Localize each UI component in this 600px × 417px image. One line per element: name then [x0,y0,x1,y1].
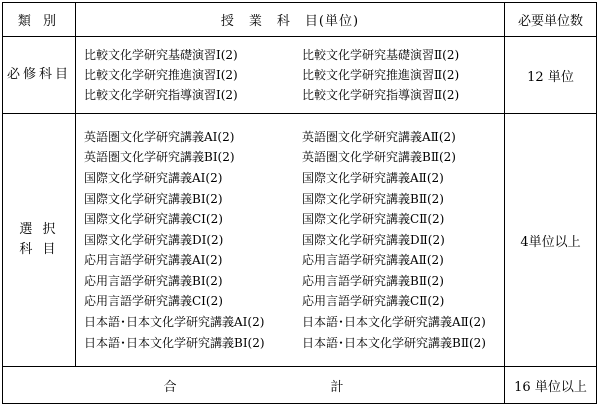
total-row [3,367,597,404]
course-item: 日本語･日本文化学研究講義BⅡ(2) [302,335,486,350]
header-subjects: 授 業 科 目(単位) [76,3,505,37]
required-row [3,37,597,114]
required-courses-cell [76,37,505,114]
course-item: 比較文化学研究基礎演習Ⅰ(2) [84,48,238,62]
course-item: 国際文化学研究講義AⅠ(2) [84,170,223,185]
course-item: 国際文化学研究講義CⅡ(2) [302,212,445,227]
total-units: 16 単位以上 [505,367,597,404]
course-item: 応用言語学研究講義AⅡ(2) [302,253,444,268]
course-item: 日本語･日本文化学研究講義BⅠ(2) [84,335,265,350]
course-item: 応用言語学研究講義CⅡ(2) [302,294,445,309]
total-label-left: 合 [163,379,177,395]
course-item: 日本語･日本文化学研究講義AⅠ(2) [84,315,265,330]
elective-category [3,114,76,367]
course-item: 国際文化学研究講義DⅡ(2) [302,232,445,247]
course-item: 比較文化学研究基礎演習Ⅱ(2) [302,48,460,62]
elective-course-list [76,127,504,354]
course-item: 応用言語学研究講義CⅠ(2) [84,294,223,309]
total-label [3,367,505,404]
course-item: 応用言語学研究講義BⅡ(2) [302,273,444,288]
curriculum-table [2,2,597,404]
course-item: 国際文化学研究講義AⅡ(2) [302,170,444,185]
course-item: 日本語･日本文化学研究講義AⅡ(2) [302,315,486,330]
course-item: 英語圏文化学研究講義AⅠ(2) [84,129,235,144]
elective-courses-cell [76,114,505,367]
course-item: 英語圏文化学研究講義BⅠ(2) [84,150,235,165]
header-required-units: 必要単位数 [505,3,597,37]
elective-row [3,114,597,367]
header-category: 類 別 [3,3,76,37]
course-item: 英語圏文化学研究講義BⅡ(2) [302,150,456,165]
required-course-list [76,45,504,105]
elective-category-line2: 科 目 [19,242,59,257]
course-item: 比較文化学研究推進演習Ⅰ(2) [84,68,238,82]
total-label-right: 計 [330,379,344,395]
header-row [3,3,597,37]
course-item: 比較文化学研究指導演習Ⅰ(2) [84,88,238,102]
course-item: 国際文化学研究講義CⅠ(2) [84,212,223,227]
course-item: 比較文化学研究推進演習Ⅱ(2) [302,68,460,82]
required-category: 必修科目 [3,37,76,114]
course-item: 国際文化学研究講義BⅠ(2) [84,191,223,206]
course-item: 国際文化学研究講義BⅡ(2) [302,191,444,206]
course-item: 応用言語学研究講義BⅠ(2) [84,273,223,288]
elective-units: 4単位以上 [505,114,597,367]
course-item: 応用言語学研究講義AⅠ(2) [84,253,223,268]
course-item: 比較文化学研究指導演習Ⅱ(2) [302,88,460,102]
course-item: 国際文化学研究講義DⅠ(2) [84,232,224,247]
required-units: 12 単位 [505,37,597,114]
elective-category-line1: 選 択 [19,222,59,237]
course-item: 英語圏文化学研究講義AⅡ(2) [302,129,456,144]
